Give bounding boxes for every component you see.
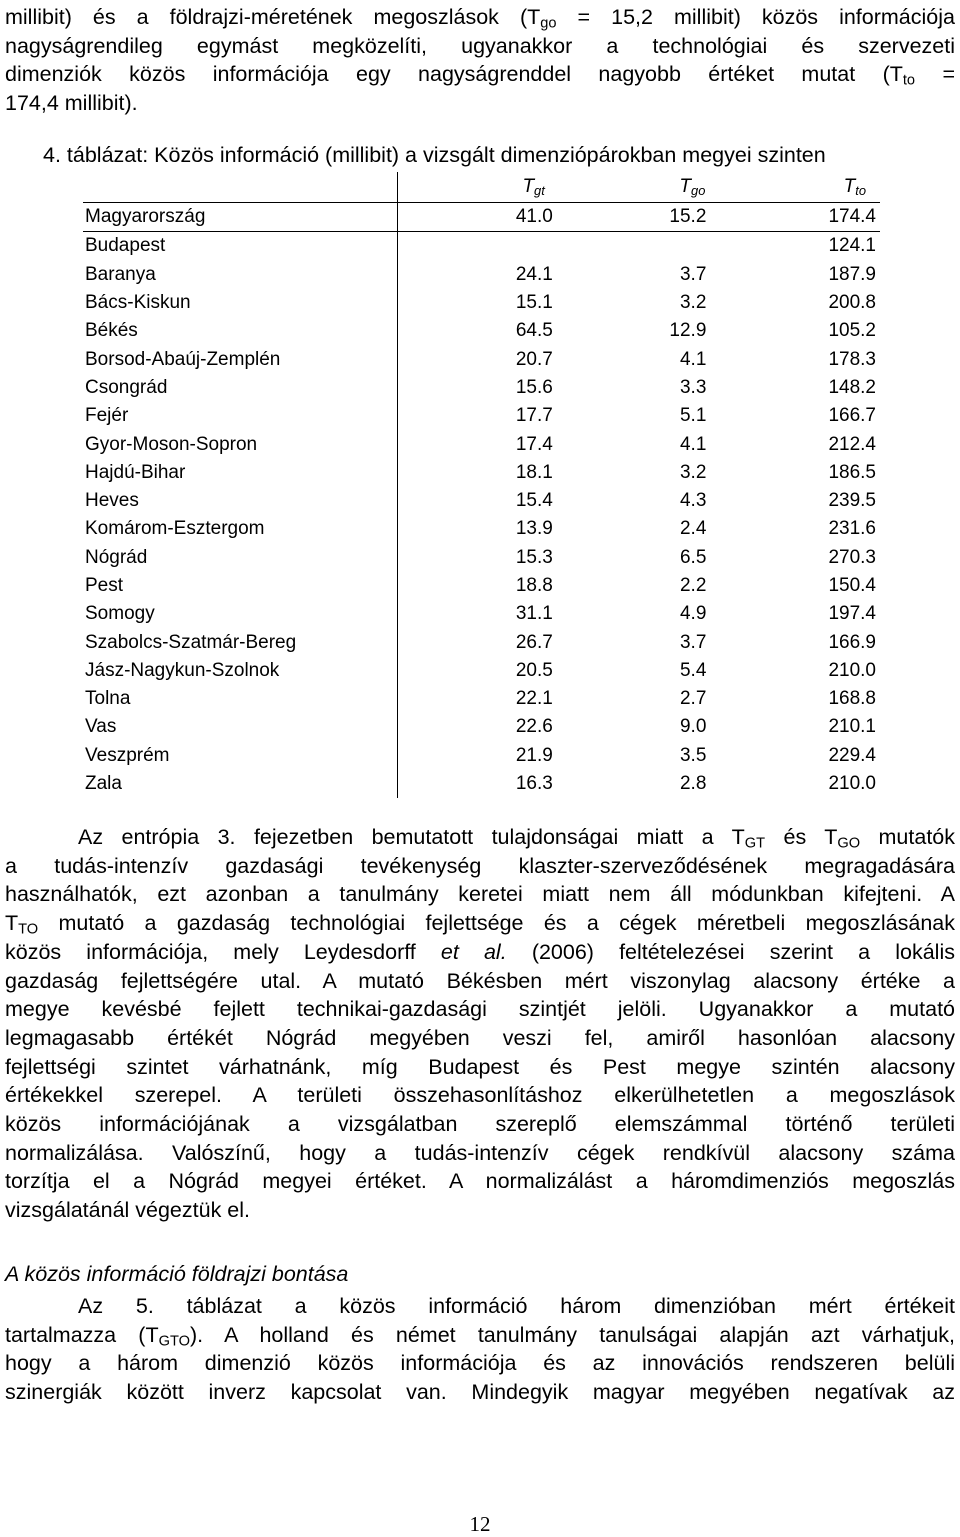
county-name-cell: Baranya bbox=[83, 261, 398, 289]
tgo-cell-value: 4.3 bbox=[679, 490, 707, 512]
county-name-cell: Zala bbox=[83, 770, 398, 798]
table-row bbox=[83, 770, 880, 798]
intro-paragraph bbox=[5, 3, 955, 118]
tto-cell-value: 210.1 bbox=[828, 716, 876, 738]
county-name-cell: Békés bbox=[83, 317, 398, 345]
page-number: 12 bbox=[469, 1512, 491, 1536]
tgo-cell-value: 3.7 bbox=[679, 631, 707, 653]
body-line-3: használhatók, ezt azonban a tanulmány keretei miatt nem áll módunkban kifejteni. A bbox=[5, 882, 955, 907]
tgt-cell bbox=[398, 374, 559, 402]
tto-cell-value: 166.7 bbox=[828, 405, 876, 427]
body-line-8: legmagasabb értékét Nógrád megyében veszi fel, amiről hasonlóan alacsony bbox=[5, 1025, 955, 1050]
body-line-7: megye kevésbé fejlett technikai-gazdasági szintjét jelöli. Ugyanakkor a mutató bbox=[5, 997, 955, 1022]
section-title: A közös információ földrajzi bontása bbox=[5, 1262, 349, 1286]
table-body bbox=[83, 203, 880, 799]
tgt-cell bbox=[398, 459, 559, 487]
tto-cell-value: 168.8 bbox=[828, 688, 876, 710]
tto-cell-value: 212.4 bbox=[828, 433, 876, 455]
county-name-cell: Veszprém bbox=[83, 742, 398, 770]
table-row bbox=[83, 544, 880, 572]
tgt-cell-value: 64.5 bbox=[515, 320, 553, 342]
tto-cell-value: 239.5 bbox=[828, 490, 876, 512]
tgt-cell bbox=[398, 685, 559, 713]
county-name-cell: Borsod-Abaúj-Zemplén bbox=[83, 345, 398, 373]
body-line-12: normalizálása. Valószínű, hogy a tudás-intenzív cégek rendkívül alacsony száma bbox=[5, 1140, 955, 1165]
intro-line-4: 174,4 millibit). bbox=[5, 91, 138, 116]
tgo-cell-value: 4.1 bbox=[679, 433, 707, 455]
section-line-3: hogy a három dimenzió közös információja és az innovációs rendszeren belüli bbox=[5, 1351, 955, 1376]
tto-cell bbox=[719, 402, 880, 430]
county-name-cell: Budapest bbox=[83, 232, 398, 261]
tto-cell-value: 178.3 bbox=[828, 348, 876, 370]
tgt-cell bbox=[398, 600, 559, 628]
body-line-14: vizsgálatánál végeztük el. bbox=[5, 1198, 251, 1223]
table-row bbox=[83, 713, 880, 741]
tgt-cell-value: 15.6 bbox=[515, 376, 553, 398]
tgo-cell bbox=[559, 345, 720, 373]
tgt-cell-value: 20.5 bbox=[515, 659, 553, 681]
tgt-cell bbox=[398, 430, 559, 458]
tgo-cell bbox=[559, 742, 720, 770]
table-row bbox=[83, 515, 880, 543]
body-line-4: $T_{TO}$ mutató a gazdaság technológiai fejlettsége és a cégek méretbeli megoszlásának bbox=[5, 911, 955, 938]
tgt-cell bbox=[398, 317, 559, 345]
tto-cell bbox=[719, 628, 880, 656]
body-line-10: értékekkel szerepel. A területi összehasonlításhoz elkerülhetetlen a megoszlások bbox=[5, 1083, 955, 1108]
tto-cell-value: 174.4 bbox=[828, 206, 876, 228]
tgo-cell bbox=[559, 317, 720, 345]
table-row bbox=[83, 317, 880, 345]
tto-cell-value: 166.9 bbox=[828, 631, 876, 653]
tto-cell-value: 150.4 bbox=[828, 575, 876, 596]
tgo-cell bbox=[559, 402, 720, 430]
county-name-cell: Hajdú-Bihar bbox=[83, 459, 398, 487]
tgt-cell bbox=[398, 232, 559, 261]
tto-cell bbox=[719, 317, 880, 345]
body-line-5: közös információja, mely Leydesdorff et al. (2006) feltételezései szerint a lokális bbox=[5, 939, 955, 964]
tgt-cell-value: 15.4 bbox=[515, 490, 553, 512]
tgt-cell-value: 22.6 bbox=[515, 716, 553, 738]
tto-cell-value: 148.2 bbox=[828, 376, 876, 398]
tgt-cell bbox=[398, 261, 559, 289]
tgo-cell-value: 9.0 bbox=[679, 716, 707, 738]
tgo-cell-value: 4.9 bbox=[679, 603, 707, 625]
tgt-cell bbox=[398, 487, 559, 515]
tgt-cell-value: 15.3 bbox=[515, 546, 553, 568]
tto-cell bbox=[719, 430, 880, 458]
header-tgt: $T_{gt}$ bbox=[522, 176, 545, 199]
tgo-cell bbox=[559, 572, 720, 600]
county-name-cell: Szabolcs-Szatmár-Bereg bbox=[83, 628, 398, 656]
tgo-cell bbox=[559, 628, 720, 656]
body-paragraph bbox=[5, 823, 955, 1225]
table-row bbox=[83, 374, 880, 402]
tto-cell-value: 187.9 bbox=[828, 263, 876, 285]
tto-cell-value: 197.4 bbox=[828, 603, 876, 625]
table-row bbox=[83, 742, 880, 770]
body-line-9: fejlettségi szintet várhatnánk, míg Budapest és Pest megye szintén alacsony bbox=[5, 1054, 955, 1079]
tgt-cell bbox=[398, 657, 559, 685]
tto-cell bbox=[719, 515, 880, 543]
tgt-cell-value: 22.1 bbox=[515, 688, 553, 710]
body-line-1: Az entrópia 3. fejezetben bemutatott tulajdonságai miatt a $T_{GT}$ és $T_{GO}$ mutatók bbox=[78, 825, 955, 852]
tgt-cell-value: 15.1 bbox=[515, 292, 553, 314]
tgo-cell bbox=[559, 770, 720, 798]
tgo-cell bbox=[559, 713, 720, 741]
tgo-cell-value: 4.1 bbox=[679, 348, 707, 370]
tgo-cell-value: 3.2 bbox=[679, 461, 707, 483]
tto-cell bbox=[719, 770, 880, 798]
table-row bbox=[83, 600, 880, 628]
tgo-cell-value: 2.4 bbox=[679, 518, 707, 540]
tgo-cell-value: 5.4 bbox=[679, 659, 707, 681]
county-name-cell: Csongrád bbox=[83, 374, 398, 402]
tgt-cell-value: 20.7 bbox=[515, 348, 553, 370]
tto-cell bbox=[719, 232, 880, 261]
tto-cell-value: 186.5 bbox=[828, 461, 876, 483]
tgt-cell bbox=[398, 628, 559, 656]
table-row bbox=[83, 203, 880, 232]
body-line-11: közös információjának a vizsgálatban szereplő elemszámmal történő területi bbox=[5, 1112, 955, 1137]
tgt-cell-value: 31.1 bbox=[515, 603, 553, 625]
tgo-cell-value: 2.8 bbox=[679, 773, 707, 795]
table-row bbox=[83, 232, 880, 261]
tgo-cell bbox=[559, 203, 720, 232]
table-caption: 4. táblázat: Közös információ (millibit) a vizsgált dimenziópárokban megyei szinten bbox=[43, 143, 826, 167]
county-name-cell: Vas bbox=[83, 713, 398, 741]
table-row bbox=[83, 572, 880, 600]
table-row bbox=[83, 685, 880, 713]
county-name-cell: Bács-Kiskun bbox=[83, 289, 398, 317]
tgo-cell bbox=[559, 232, 720, 261]
table-row bbox=[83, 289, 880, 317]
section-line-4: szinergiák között inverz kapcsolat van. Mindegyik magyar megyében negatívak az bbox=[5, 1380, 955, 1405]
tgt-cell bbox=[398, 770, 559, 798]
tgo-cell-value: 15.2 bbox=[669, 206, 707, 228]
county-name-cell: Pest bbox=[83, 572, 398, 600]
tgo-cell-value: 6.5 bbox=[679, 546, 707, 568]
tto-cell-value: 231.6 bbox=[828, 518, 876, 540]
tgt-cell bbox=[398, 345, 559, 373]
tgt-cell bbox=[398, 713, 559, 741]
tgo-cell bbox=[559, 515, 720, 543]
tgt-cell bbox=[398, 544, 559, 572]
tgo-cell bbox=[559, 374, 720, 402]
tto-cell-value: 124.1 bbox=[828, 235, 876, 257]
tto-cell-value: 105.2 bbox=[828, 320, 876, 342]
tgo-cell bbox=[559, 685, 720, 713]
tto-cell bbox=[719, 261, 880, 289]
intro-line-1: millibit) és a földrajzi-méretének megoszlások ($T_{go} = 15,2$ millibit) közös információja bbox=[5, 5, 955, 32]
tgt-cell-value: 17.7 bbox=[515, 405, 553, 427]
county-name-cell: Gyor-Moson-Sopron bbox=[83, 430, 398, 458]
tgo-cell-value: 3.5 bbox=[679, 744, 707, 766]
tgo-cell bbox=[559, 487, 720, 515]
tto-cell bbox=[719, 544, 880, 572]
intro-line-2: nagyságrendileg egymást megközelíti, ugyanakkor a technológiai és szervezeti bbox=[5, 33, 955, 58]
tto-cell-value: 210.0 bbox=[828, 659, 876, 681]
body-line-2: a tudás-intenzív gazdasági tevékenység klaszter-szerveződésének megragadására bbox=[5, 853, 955, 878]
tto-cell bbox=[719, 600, 880, 628]
tgt-cell-value: 26.7 bbox=[515, 631, 553, 653]
tgt-cell-value: 41.0 bbox=[515, 206, 553, 228]
tgt-cell bbox=[398, 515, 559, 543]
tgo-cell bbox=[559, 459, 720, 487]
section-line-2: tartalmazza $(T_{GTO})$. A holland és német tanulmány tanulságai alapján azt várhatjuk, bbox=[5, 1322, 955, 1350]
tgt-cell-value: 24.1 bbox=[515, 263, 553, 285]
tgo-cell bbox=[559, 657, 720, 685]
tgo-cell bbox=[559, 430, 720, 458]
table-row bbox=[83, 628, 880, 656]
tgo-cell-value: 5.1 bbox=[679, 405, 707, 427]
table-row bbox=[83, 430, 880, 458]
tto-cell-value: 270.3 bbox=[828, 546, 876, 568]
tto-cell bbox=[719, 713, 880, 741]
county-table bbox=[83, 172, 880, 798]
tgt-cell-value: 17.4 bbox=[515, 433, 553, 455]
section-line-1: Az 5. táblázat a közös információ három dimenzióban mért értékeit bbox=[78, 1294, 955, 1318]
tgt-cell-value: 13.9 bbox=[515, 518, 553, 540]
tgo-cell bbox=[559, 544, 720, 572]
tgo-cell bbox=[559, 289, 720, 317]
tto-cell bbox=[719, 459, 880, 487]
tgo-cell-value: 3.7 bbox=[679, 263, 707, 285]
table-row bbox=[83, 261, 880, 289]
tto-cell-value: 210.0 bbox=[828, 773, 876, 795]
section-paragraph bbox=[5, 1292, 955, 1407]
header-empty bbox=[83, 172, 398, 203]
header-tgo: $T_{go}$ bbox=[679, 176, 706, 199]
table-row bbox=[83, 345, 880, 373]
tgt-cell-value: 16.3 bbox=[515, 773, 553, 795]
body-line-6: gazdaság fejlettségére utal. A mutató Békésben mért viszonylag alacsony értéke a bbox=[5, 968, 955, 993]
table-row bbox=[83, 402, 880, 430]
county-name-cell: Jász-Nagykun-Szolnok bbox=[83, 657, 398, 685]
county-name-cell: Nógrád bbox=[83, 544, 398, 572]
body-line-13: torzítja el a Nógrád megyei értéket. A normalizálást a háromdimenziós megoszlás bbox=[5, 1169, 955, 1194]
tgo-cell-value: 2.2 bbox=[679, 575, 707, 596]
table-header-row bbox=[83, 172, 880, 203]
tto-cell bbox=[719, 742, 880, 770]
tgo-cell-value: 3.2 bbox=[679, 292, 707, 314]
county-name-cell: Magyarország bbox=[83, 203, 398, 232]
tgt-cell-value: 18.8 bbox=[515, 575, 553, 596]
tgt-cell-value: 21.9 bbox=[515, 744, 553, 766]
tgo-cell bbox=[559, 261, 720, 289]
tgt-cell bbox=[398, 203, 559, 232]
tto-cell bbox=[719, 289, 880, 317]
tto-cell-value: 229.4 bbox=[828, 744, 876, 766]
tgt-cell bbox=[398, 742, 559, 770]
tto-cell bbox=[719, 345, 880, 373]
tto-cell bbox=[719, 572, 880, 600]
tto-cell bbox=[719, 374, 880, 402]
table-row bbox=[83, 487, 880, 515]
county-name-cell: Heves bbox=[83, 487, 398, 515]
tto-cell bbox=[719, 657, 880, 685]
tgt-cell bbox=[398, 402, 559, 430]
header-tto: $T_{to}$ bbox=[843, 176, 866, 199]
tgo-cell-value: 2.7 bbox=[679, 688, 707, 710]
tgt-cell-value: 18.1 bbox=[515, 461, 553, 483]
intro-line-3: dimenziók közös információja egy nagyságrenddel nagyobb értéket mutat ($T_{to}$ = bbox=[5, 62, 955, 90]
tto-cell bbox=[719, 203, 880, 232]
tto-cell-value: 200.8 bbox=[828, 292, 876, 314]
tgt-cell bbox=[398, 572, 559, 600]
table-row bbox=[83, 657, 880, 685]
tgo-cell-value: 12.9 bbox=[669, 320, 707, 342]
county-name-cell: Tolna bbox=[83, 685, 398, 713]
county-name-cell: Komárom-Esztergom bbox=[83, 515, 398, 543]
tgo-cell bbox=[559, 600, 720, 628]
tto-cell bbox=[719, 685, 880, 713]
tto-cell bbox=[719, 487, 880, 515]
county-name-cell: Somogy bbox=[83, 600, 398, 628]
table-row bbox=[83, 459, 880, 487]
tgt-cell bbox=[398, 289, 559, 317]
county-name-cell: Fejér bbox=[83, 402, 398, 430]
tgo-cell-value: 3.3 bbox=[679, 376, 707, 398]
